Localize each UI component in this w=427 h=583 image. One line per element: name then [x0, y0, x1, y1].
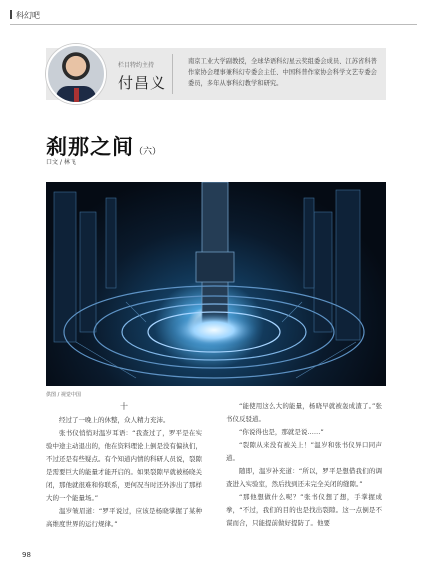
paragraph: 温岁皱眉道：“罗平说过，应该是杨晓掌握了某种高维度世界的运行规律。” [46, 507, 202, 528]
hero-illustration [46, 182, 386, 386]
paragraph: “那他想做什么呢？”张书仪想了想，手掌握成拳，“不过，我们的目的也是找出裂隙。这一点倒是不谋而合，只能提前做好提防了。他要 [226, 493, 382, 527]
article-title-suffix: （六） [134, 147, 162, 157]
section-tag-label: 科幻吧 [16, 11, 40, 20]
paragraph: “能使用这么大的能量，杨晓早就被轰成渣了。”张书仪反驳道。 [226, 402, 382, 423]
article-column-right [226, 400, 382, 530]
header-rule [10, 24, 417, 25]
host-divider [172, 54, 173, 94]
section-tag [10, 10, 40, 21]
paragraph: “你说得也是，那就是说……” [239, 428, 324, 436]
section-bar [10, 10, 12, 19]
image-caption: 供图 / 视觉中国 [46, 392, 81, 398]
paragraph: “裂隙从来没有被关上！”温岁和张书仪异口同声道。 [226, 441, 382, 462]
paragraph: 随即，温岁补充道：“所以，罗平是想借我们的调查进入实验室，然后找到还未完全关闭的缝隙。” [226, 467, 382, 488]
article-title-text: 刹那之间 [46, 135, 134, 159]
article-byline: 口文 / 林飞 [46, 159, 76, 166]
host-label: 栏目特约主持 [118, 62, 155, 69]
page-number: 98 [22, 551, 31, 559]
hero-image [46, 182, 386, 386]
article-column-left [46, 400, 202, 531]
host-name: 付昌义 [118, 74, 167, 92]
paragraph: 张书仪悄悄对温岁耳语：“我查过了，罗平是在实验中途主动退出的，他在资料理论上倒是没有偏执们，不过还是有些疑点。有个知道内情的科研人员说，裂隙是需要巨大的能量才能开启的。如果裂隙早就被杨晓关闭，那他就很难和你联系，更何况当时还外涉出了那样大的一个能量场。” [46, 429, 202, 502]
host-bio: 南京工业大学副教授，全球华语科幻星云奖组委会成员、江苏省科普作家协会理事兼科幻专委会主任、中国科普作家协会科学文艺专委会委员，多年从事科幻教学和研究。 [188, 58, 377, 87]
avatar-tie [74, 88, 79, 102]
paragraph: 经过了一晚上的休整，众人精力充沛。 [59, 416, 170, 424]
host-avatar [46, 44, 106, 104]
section-number: 十 [120, 402, 128, 411]
